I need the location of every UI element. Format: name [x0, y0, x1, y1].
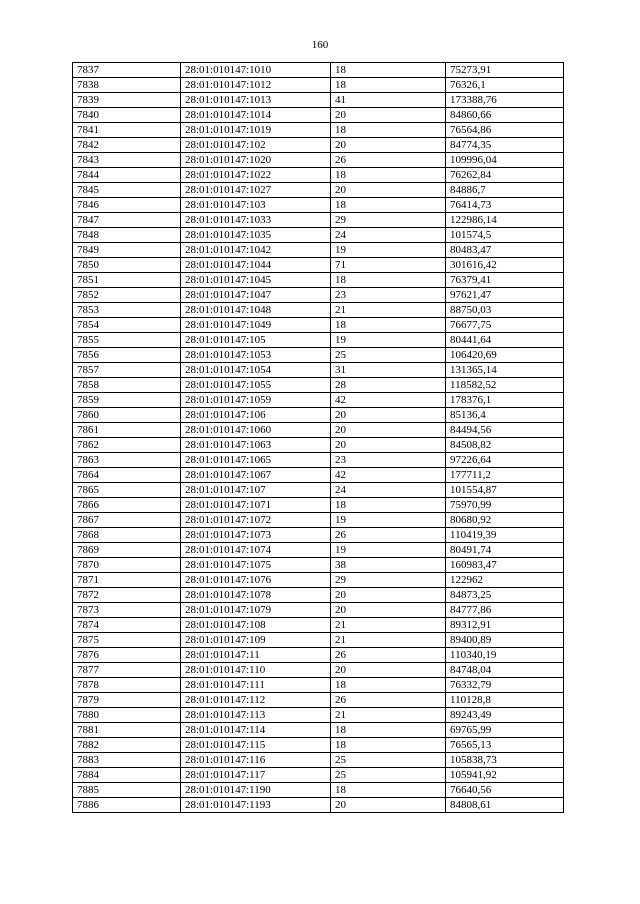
value-cell: 105941,92: [446, 768, 564, 783]
value-cell: 101554,87: [446, 483, 564, 498]
quantity-cell: 18: [331, 198, 446, 213]
row-number-cell: 7839: [73, 93, 181, 108]
value-cell: 69765,99: [446, 723, 564, 738]
quantity-cell: 42: [331, 393, 446, 408]
table-row: [73, 423, 564, 438]
quantity-cell: 24: [331, 483, 446, 498]
cadastral-number-cell: 28:01:010147:103: [181, 198, 331, 213]
quantity-cell: 31: [331, 363, 446, 378]
row-number-cell: 7843: [73, 153, 181, 168]
value-cell: 160983,47: [446, 558, 564, 573]
cadastral-number-cell: 28:01:010147:105: [181, 333, 331, 348]
value-cell: 101574,5: [446, 228, 564, 243]
cadastral-number-cell: 28:01:010147:116: [181, 753, 331, 768]
cadastral-number-cell: 28:01:010147:1048: [181, 303, 331, 318]
value-cell: 85136,4: [446, 408, 564, 423]
cadastral-number-cell: 28:01:010147:1022: [181, 168, 331, 183]
value-cell: 84494,56: [446, 423, 564, 438]
cadastral-number-cell: 28:01:010147:1012: [181, 78, 331, 93]
table-row: [73, 318, 564, 333]
row-number-cell: 7845: [73, 183, 181, 198]
quantity-cell: 28: [331, 378, 446, 393]
quantity-cell: 19: [331, 243, 446, 258]
cadastral-number-cell: 28:01:010147:1019: [181, 123, 331, 138]
row-number-cell: 7856: [73, 348, 181, 363]
table-row: [73, 198, 564, 213]
table-row: [73, 393, 564, 408]
cadastral-number-cell: 28:01:010147:107: [181, 483, 331, 498]
value-cell: 105838,73: [446, 753, 564, 768]
value-cell: 76414,73: [446, 198, 564, 213]
quantity-cell: 18: [331, 498, 446, 513]
cadastral-number-cell: 28:01:010147:1073: [181, 528, 331, 543]
value-cell: 84860,66: [446, 108, 564, 123]
cadastral-number-cell: 28:01:010147:1074: [181, 543, 331, 558]
cadastral-number-cell: 28:01:010147:1020: [181, 153, 331, 168]
cadastral-number-cell: 28:01:010147:1072: [181, 513, 331, 528]
value-cell: 84886,7: [446, 183, 564, 198]
value-cell: 178376,1: [446, 393, 564, 408]
row-number-cell: 7880: [73, 708, 181, 723]
value-cell: 76640,56: [446, 783, 564, 798]
value-cell: 75273,91: [446, 63, 564, 78]
quantity-cell: 18: [331, 78, 446, 93]
quantity-cell: 25: [331, 348, 446, 363]
cadastral-number-cell: 28:01:010147:1010: [181, 63, 331, 78]
row-number-cell: 7871: [73, 573, 181, 588]
value-cell: 76565,13: [446, 738, 564, 753]
table-row: [73, 93, 564, 108]
quantity-cell: 21: [331, 618, 446, 633]
quantity-cell: 18: [331, 63, 446, 78]
quantity-cell: 25: [331, 753, 446, 768]
cadastral-number-cell: 28:01:010147:1027: [181, 183, 331, 198]
cadastral-number-cell: 28:01:010147:11: [181, 648, 331, 663]
quantity-cell: 20: [331, 663, 446, 678]
table-row: [73, 663, 564, 678]
table-row: [73, 123, 564, 138]
cadastral-number-cell: 28:01:010147:1059: [181, 393, 331, 408]
quantity-cell: 38: [331, 558, 446, 573]
row-number-cell: 7841: [73, 123, 181, 138]
cadastral-number-cell: 28:01:010147:1049: [181, 318, 331, 333]
row-number-cell: 7868: [73, 528, 181, 543]
value-cell: 84508,82: [446, 438, 564, 453]
row-number-cell: 7859: [73, 393, 181, 408]
quantity-cell: 23: [331, 288, 446, 303]
cadastral-number-cell: 28:01:010147:1054: [181, 363, 331, 378]
value-cell: 110128,8: [446, 693, 564, 708]
value-cell: 106420,69: [446, 348, 564, 363]
cadastral-number-cell: 28:01:010147:113: [181, 708, 331, 723]
row-number-cell: 7869: [73, 543, 181, 558]
quantity-cell: 21: [331, 708, 446, 723]
quantity-cell: 20: [331, 603, 446, 618]
row-number-cell: 7873: [73, 603, 181, 618]
cadastral-number-cell: 28:01:010147:1071: [181, 498, 331, 513]
cadastral-number-cell: 28:01:010147:1014: [181, 108, 331, 123]
table-row: [73, 153, 564, 168]
quantity-cell: 20: [331, 588, 446, 603]
quantity-cell: 18: [331, 273, 446, 288]
row-number-cell: 7851: [73, 273, 181, 288]
value-cell: 88750,03: [446, 303, 564, 318]
value-cell: 97226,64: [446, 453, 564, 468]
cadastral-number-cell: 28:01:010147:1055: [181, 378, 331, 393]
table-row: [73, 138, 564, 153]
table-row: [73, 168, 564, 183]
row-number-cell: 7882: [73, 738, 181, 753]
quantity-cell: 71: [331, 258, 446, 273]
table-row: [73, 303, 564, 318]
quantity-cell: 20: [331, 798, 446, 813]
quantity-cell: 18: [331, 738, 446, 753]
table-row: [73, 183, 564, 198]
cadastral-number-cell: 28:01:010147:1053: [181, 348, 331, 363]
row-number-cell: 7866: [73, 498, 181, 513]
value-cell: 80491,74: [446, 543, 564, 558]
quantity-cell: 23: [331, 453, 446, 468]
row-number-cell: 7877: [73, 663, 181, 678]
table-row: [73, 438, 564, 453]
row-number-cell: 7872: [73, 588, 181, 603]
value-cell: 76326,1: [446, 78, 564, 93]
quantity-cell: 26: [331, 648, 446, 663]
value-cell: 110340,19: [446, 648, 564, 663]
value-cell: 118582,52: [446, 378, 564, 393]
table-row: [73, 543, 564, 558]
table-row: [73, 483, 564, 498]
row-number-cell: 7850: [73, 258, 181, 273]
row-number-cell: 7847: [73, 213, 181, 228]
quantity-cell: 20: [331, 108, 446, 123]
value-cell: 80680,92: [446, 513, 564, 528]
table-row: [73, 498, 564, 513]
cadastral-number-cell: 28:01:010147:1033: [181, 213, 331, 228]
value-cell: 76262,84: [446, 168, 564, 183]
table-row: [73, 783, 564, 798]
cadastral-number-cell: 28:01:010147:1063: [181, 438, 331, 453]
value-cell: 80483,47: [446, 243, 564, 258]
row-number-cell: 7854: [73, 318, 181, 333]
table-row: [73, 753, 564, 768]
value-cell: 76379,41: [446, 273, 564, 288]
row-number-cell: 7849: [73, 243, 181, 258]
table-row: [73, 408, 564, 423]
value-cell: 84774,35: [446, 138, 564, 153]
value-cell: 89312,91: [446, 618, 564, 633]
cadastral-number-cell: 28:01:010147:1076: [181, 573, 331, 588]
quantity-cell: 18: [331, 783, 446, 798]
quantity-cell: 29: [331, 213, 446, 228]
table-row: [73, 78, 564, 93]
quantity-cell: 19: [331, 333, 446, 348]
table-row: [73, 228, 564, 243]
cadastral-number-cell: 28:01:010147:1067: [181, 468, 331, 483]
page-number: 160: [311, 39, 329, 51]
value-cell: 109996,04: [446, 153, 564, 168]
cadastral-number-cell: 28:01:010147:1045: [181, 273, 331, 288]
row-number-cell: 7852: [73, 288, 181, 303]
quantity-cell: 20: [331, 138, 446, 153]
row-number-cell: 7870: [73, 558, 181, 573]
value-cell: 76332,79: [446, 678, 564, 693]
value-cell: 76564,86: [446, 123, 564, 138]
cadastral-number-cell: 28:01:010147:1190: [181, 783, 331, 798]
table-row: [73, 708, 564, 723]
cadastral-number-cell: 28:01:010147:1042: [181, 243, 331, 258]
value-cell: 76677,75: [446, 318, 564, 333]
row-number-cell: 7878: [73, 678, 181, 693]
cadastral-number-cell: 28:01:010147:1013: [181, 93, 331, 108]
cadastral-number-cell: 28:01:010147:1079: [181, 603, 331, 618]
quantity-cell: 21: [331, 303, 446, 318]
table-row: [73, 288, 564, 303]
value-cell: 80441,64: [446, 333, 564, 348]
row-number-cell: 7879: [73, 693, 181, 708]
table-row: [73, 618, 564, 633]
table-row: [73, 573, 564, 588]
table-row: [73, 648, 564, 663]
row-number-cell: 7862: [73, 438, 181, 453]
table-row: [73, 378, 564, 393]
quantity-cell: 18: [331, 123, 446, 138]
quantity-cell: 29: [331, 573, 446, 588]
row-number-cell: 7886: [73, 798, 181, 813]
quantity-cell: 26: [331, 153, 446, 168]
cadastral-number-cell: 28:01:010147:1193: [181, 798, 331, 813]
value-cell: 97621,47: [446, 288, 564, 303]
value-cell: 177711,2: [446, 468, 564, 483]
table-row: [73, 768, 564, 783]
cadastral-number-cell: 28:01:010147:102: [181, 138, 331, 153]
quantity-cell: 26: [331, 693, 446, 708]
quantity-cell: 19: [331, 513, 446, 528]
quantity-cell: 20: [331, 408, 446, 423]
table-row: [73, 213, 564, 228]
row-number-cell: 7885: [73, 783, 181, 798]
table-row: [73, 798, 564, 813]
quantity-cell: 19: [331, 543, 446, 558]
cadastral-number-cell: 28:01:010147:1035: [181, 228, 331, 243]
quantity-cell: 18: [331, 168, 446, 183]
row-number-cell: 7863: [73, 453, 181, 468]
quantity-cell: 20: [331, 183, 446, 198]
table-row: [73, 468, 564, 483]
table-row: [73, 243, 564, 258]
cadastral-number-cell: 28:01:010147:1075: [181, 558, 331, 573]
quantity-cell: 21: [331, 633, 446, 648]
table-row: [73, 603, 564, 618]
table-body: [73, 63, 564, 813]
table-row: [73, 558, 564, 573]
table-row: [73, 588, 564, 603]
row-number-cell: 7867: [73, 513, 181, 528]
cadastral-number-cell: 28:01:010147:106: [181, 408, 331, 423]
cadastral-number-cell: 28:01:010147:1078: [181, 588, 331, 603]
data-table: [72, 62, 564, 813]
quantity-cell: 18: [331, 678, 446, 693]
quantity-cell: 25: [331, 768, 446, 783]
cadastral-number-cell: 28:01:010147:114: [181, 723, 331, 738]
quantity-cell: 42: [331, 468, 446, 483]
row-number-cell: 7860: [73, 408, 181, 423]
row-number-cell: 7842: [73, 138, 181, 153]
value-cell: 75970,99: [446, 498, 564, 513]
quantity-cell: 20: [331, 438, 446, 453]
quantity-cell: 26: [331, 528, 446, 543]
value-cell: 122986,14: [446, 213, 564, 228]
row-number-cell: 7848: [73, 228, 181, 243]
row-number-cell: 7876: [73, 648, 181, 663]
quantity-cell: 41: [331, 93, 446, 108]
table-row: [73, 63, 564, 78]
row-number-cell: 7857: [73, 363, 181, 378]
table-row: [73, 738, 564, 753]
row-number-cell: 7838: [73, 78, 181, 93]
row-number-cell: 7858: [73, 378, 181, 393]
value-cell: 84808,61: [446, 798, 564, 813]
table-row: [73, 453, 564, 468]
quantity-cell: 18: [331, 723, 446, 738]
value-cell: 89400,89: [446, 633, 564, 648]
table-row: [73, 273, 564, 288]
value-cell: 84748,04: [446, 663, 564, 678]
table-row: [73, 108, 564, 123]
cadastral-number-cell: 28:01:010147:1065: [181, 453, 331, 468]
cadastral-number-cell: 28:01:010147:110: [181, 663, 331, 678]
cadastral-number-cell: 28:01:010147:112: [181, 693, 331, 708]
row-number-cell: 7874: [73, 618, 181, 633]
table-row: [73, 633, 564, 648]
cadastral-number-cell: 28:01:010147:111: [181, 678, 331, 693]
cadastral-number-cell: 28:01:010147:115: [181, 738, 331, 753]
row-number-cell: 7864: [73, 468, 181, 483]
row-number-cell: 7861: [73, 423, 181, 438]
value-cell: 301616,42: [446, 258, 564, 273]
row-number-cell: 7884: [73, 768, 181, 783]
row-number-cell: 7846: [73, 198, 181, 213]
value-cell: 89243,49: [446, 708, 564, 723]
value-cell: 84873,25: [446, 588, 564, 603]
quantity-cell: 20: [331, 423, 446, 438]
row-number-cell: 7865: [73, 483, 181, 498]
table-row: [73, 678, 564, 693]
value-cell: 122962: [446, 573, 564, 588]
row-number-cell: 7883: [73, 753, 181, 768]
table-row: [73, 723, 564, 738]
row-number-cell: 7855: [73, 333, 181, 348]
row-number-cell: 7840: [73, 108, 181, 123]
row-number-cell: 7881: [73, 723, 181, 738]
table-row: [73, 693, 564, 708]
cadastral-number-cell: 28:01:010147:1047: [181, 288, 331, 303]
value-cell: 173388,76: [446, 93, 564, 108]
row-number-cell: 7844: [73, 168, 181, 183]
table-row: [73, 513, 564, 528]
cadastral-number-cell: 28:01:010147:1060: [181, 423, 331, 438]
row-number-cell: 7837: [73, 63, 181, 78]
cadastral-number-cell: 28:01:010147:117: [181, 768, 331, 783]
quantity-cell: 24: [331, 228, 446, 243]
row-number-cell: 7875: [73, 633, 181, 648]
value-cell: 131365,14: [446, 363, 564, 378]
table-row: [73, 258, 564, 273]
row-number-cell: 7853: [73, 303, 181, 318]
cadastral-number-cell: 28:01:010147:109: [181, 633, 331, 648]
table-row: [73, 348, 564, 363]
table-row: [73, 528, 564, 543]
value-cell: 110419,39: [446, 528, 564, 543]
table-row: [73, 363, 564, 378]
cadastral-number-cell: 28:01:010147:1044: [181, 258, 331, 273]
table-row: [73, 333, 564, 348]
cadastral-number-cell: 28:01:010147:108: [181, 618, 331, 633]
quantity-cell: 18: [331, 318, 446, 333]
value-cell: 84777,86: [446, 603, 564, 618]
